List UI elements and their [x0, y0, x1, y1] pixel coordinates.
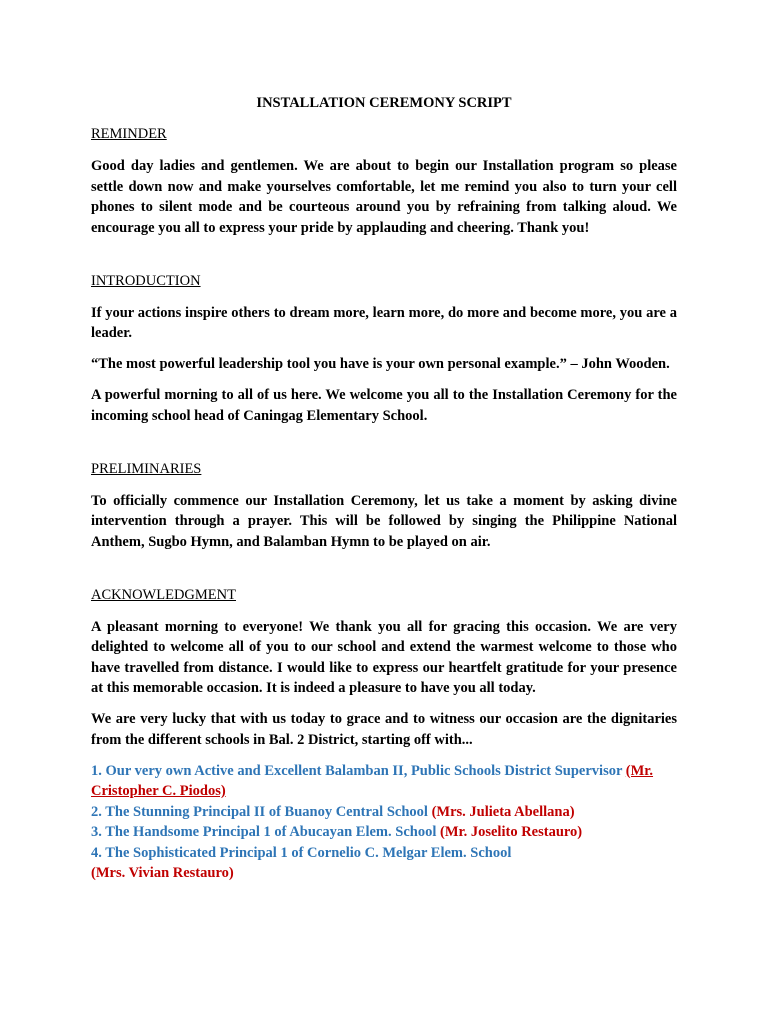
list-item — [91, 761, 677, 802]
preliminaries-paragraph: To officially commence our Installation Ceremony, let us take a moment by asking divine intervention through a prayer. This will be followed by singing the Philippine National Anthem, Sugbo Hymn, and Balamban Hymn to be played on air. — [91, 492, 677, 550]
section-spacer — [91, 437, 677, 459]
dignitary-name: (Mrs. Vivian Restauro) — [91, 865, 234, 881]
dignitary-role: 2. The Stunning Principal II of Buanoy Central School — [91, 803, 432, 820]
acknowledgment-paragraph-1: A pleasant morning to everyone! We thank you all for gracing this occasion. We are very delighted to welcome all of you to our school and extend the warmest welcome to those who have travelled from distance. I would like to express our heartfelt gratitude for your presence at this memorable occasion. It is indeed a pleasure to have you all today. — [91, 618, 677, 696]
acknowledgment-paragraph-2: We are very lucky that with us today to grace and to witness our occasion are the dignitaries from the different schools in Bal. 2 District, starting off with... — [91, 711, 677, 748]
dignitary-name: (Mrs. Julieta Abellana) — [431, 803, 575, 820]
dignitaries-list — [91, 761, 677, 884]
introduction-paragraph-1: If your actions inspire others to dream more, learn more, do more and become more, you are a leader. — [91, 304, 677, 341]
list-item — [91, 843, 677, 864]
preliminaries-heading: PRELIMINARIES — [91, 460, 202, 477]
dignitary-name: (Mr. Joselito Restauro) — [439, 824, 583, 840]
introduction-quote: “The most powerful leadership tool you have is your own personal example.” – John Wooden. — [91, 356, 670, 372]
dignitary-name: (Mr. Cristopher C. Piodos) — [91, 762, 654, 799]
introduction-heading: INTRODUCTION — [91, 272, 201, 289]
reminder-heading: REMINDER — [91, 126, 167, 142]
dignitary-role: 4. The Sophisticated Principal 1 of Cornelio C. Melgar Elem. School — [91, 844, 512, 861]
section-spacer — [91, 563, 677, 585]
list-item — [91, 822, 677, 843]
acknowledgment-heading: ACKNOWLEDGMENT — [91, 586, 236, 603]
list-item — [91, 802, 677, 823]
reminder-paragraph: Good day ladies and gentlemen. We are about to begin our Installation program so please settle down now and make yourselves comfortable, let me remind you also to turn your cell phones to silent mode and be courteous around you by refraining from talking aloud. We encourage you all to express your pride by applauding and cheering. Thank you! — [91, 158, 677, 236]
list-item — [91, 863, 677, 884]
introduction-paragraph-3: A powerful morning to all of us here. We welcome you all to the Installation Ceremony for the incoming school head of Caningag Elementary School. — [91, 387, 677, 424]
dignitary-role: 1. Our very own Active and Excellent Balamban II, Public Schools District Supervisor — [91, 762, 626, 779]
dignitary-role: 3. The Handsome Principal 1 of Abucayan Elem. School — [91, 824, 440, 840]
document-title: INSTALLATION CEREMONY SCRIPT — [256, 95, 512, 111]
section-spacer — [91, 249, 677, 271]
